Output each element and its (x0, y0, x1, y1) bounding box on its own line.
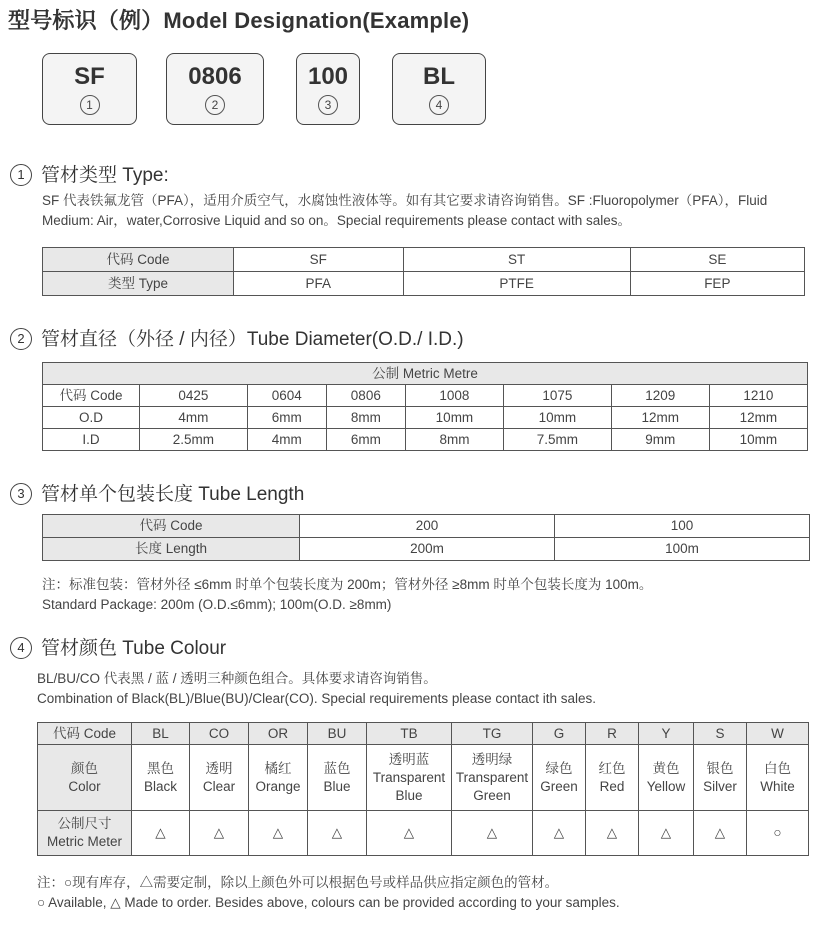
diameter-cell: 1075 (504, 385, 612, 407)
designation-code: BL (423, 63, 455, 90)
length-cell: 100 (555, 515, 810, 538)
diameter-cell: 12mm (709, 407, 807, 429)
type-table-cell: SF (234, 248, 404, 272)
diameter-cell: 4mm (247, 429, 326, 451)
availability-cell: △ (452, 811, 533, 856)
colour-note-cn: 注：○现有库存，△需要定制，除以上颜色外可以根据色号或样品供应指定颜色的管材。 (37, 875, 559, 890)
availability-cell: △ (190, 811, 249, 856)
colour-description-cn: BL/BU/CO 代表黑 / 蓝 / 透明三种颜色组合。具体要求请咨询销售。 (37, 671, 437, 686)
length-cell: 200 (300, 515, 555, 538)
type-table-cell: FEP (630, 272, 804, 296)
colour-code-label: 代码 Code (38, 723, 132, 745)
colour-name-en: Red (599, 778, 625, 794)
colour-code-cell: R (586, 723, 639, 745)
colour-name-cell (747, 745, 809, 811)
length-cell: 200m (300, 538, 555, 561)
availability-cell: ○ (747, 811, 809, 856)
colour-name-en-2: Green (473, 787, 511, 803)
designation-code: SF (74, 63, 105, 90)
length-note (42, 575, 652, 614)
type-description-cn: SF 代表铁氟龙管（PFA），适用介质空气，水腐蚀性液体等。如有其它要求请咨询销售。SF :Fluoropolymer（PFA），Fluid (42, 193, 768, 208)
colour-color-label-cn: 颜色 (71, 760, 98, 776)
colour-name-en: Yellow (646, 778, 686, 794)
designation-code: 100 (307, 63, 349, 90)
type-table (42, 247, 805, 296)
availability-cell: △ (132, 811, 190, 856)
section-title: 管材直径（外径 / 内径）Tube Diameter(O.D./ I.D.) (41, 329, 464, 350)
diameter-cell: 12mm (611, 407, 709, 429)
designation-box-diameter (166, 53, 264, 125)
availability-cell: △ (308, 811, 367, 856)
length-table (42, 514, 810, 561)
section-number: 3 (10, 483, 32, 505)
type-table-cell: PTFE (403, 272, 630, 296)
colour-code-cell: TB (367, 723, 452, 745)
colour-name-cell (452, 745, 533, 811)
availability-cell: △ (639, 811, 694, 856)
colour-name-cell (639, 745, 694, 811)
section-colour-heading (10, 633, 226, 660)
diameter-cell: 7.5mm (504, 429, 612, 451)
availability-cell: △ (533, 811, 586, 856)
diameter-cell: 6mm (326, 429, 405, 451)
designation-index: 2 (205, 95, 225, 115)
type-description-en: Medium: Air，water,Corrosive Liquid and so on。Special requirements please contact with sales。 (42, 212, 632, 228)
colour-name-cell (694, 745, 747, 811)
colour-code-cell: BL (132, 723, 190, 745)
designation-code: 0806 (188, 63, 242, 90)
colour-name-cell (367, 745, 452, 811)
colour-code-cell: G (533, 723, 586, 745)
page-title: 型号标识（例）Model Designation(Example) (8, 8, 470, 33)
availability-cell: △ (367, 811, 452, 856)
section-number: 4 (10, 637, 32, 659)
colour-name-en: White (760, 778, 795, 794)
length-note-en: Standard Package: 200m (O.D.≤6mm); 100m(O.D. ≥8mm) (42, 596, 392, 612)
colour-name-en-2: Blue (395, 787, 423, 803)
colour-name-en: Transparent (455, 769, 529, 785)
diameter-cell: 0806 (326, 385, 405, 407)
section-type-heading (10, 160, 169, 187)
designation-index: 1 (80, 95, 100, 115)
diameter-od-label: O.D (43, 407, 140, 429)
section-number: 1 (10, 164, 32, 186)
colour-code-cell: W (747, 723, 809, 745)
colour-name-en: Black (143, 778, 177, 794)
colour-name-cn: 绿色 (545, 760, 573, 776)
colour-name-cn: 透明蓝 (388, 751, 430, 767)
colour-name-cn: 银色 (706, 760, 734, 776)
length-note-cn: 注：标准包装：管材外径 ≤6mm 时单个包装长度为 200m；管材外径 ≥8mm 时单个包装长度为 100m。 (42, 577, 653, 592)
colour-code-cell: Y (639, 723, 694, 745)
colour-name-en: Clear (202, 778, 236, 794)
colour-color-label-en: Color (68, 778, 101, 794)
diameter-code-label: 代码 Code (43, 385, 140, 407)
diameter-cell: 8mm (326, 407, 405, 429)
diameter-cell: 6mm (247, 407, 326, 429)
section-title: 管材颜色 Tube Colour (41, 638, 227, 659)
colour-name-cn: 红色 (598, 760, 626, 776)
length-code-label: 代码 Code (43, 515, 300, 538)
type-table-code-label: 代码 Code (43, 248, 234, 272)
colour-name-cell (190, 745, 249, 811)
colour-code-cell: S (694, 723, 747, 745)
diameter-cell: 1209 (611, 385, 709, 407)
diameter-id-label: I.D (43, 429, 140, 451)
diameter-cell: 4mm (140, 407, 248, 429)
section-title: 管材类型 Type: (41, 165, 169, 186)
diameter-cell: 9mm (611, 429, 709, 451)
diameter-cell: 1210 (709, 385, 807, 407)
colour-name-cn: 透明绿 (471, 751, 513, 767)
designation-index: 3 (318, 95, 338, 115)
colour-name-cell (533, 745, 586, 811)
type-table-cell: PFA (234, 272, 404, 296)
colour-size-label (38, 811, 132, 856)
designation-box-type (42, 53, 137, 125)
colour-code-cell: TG (452, 723, 533, 745)
colour-name-cn: 蓝色 (323, 760, 351, 776)
colour-color-label (38, 745, 132, 811)
designation-box-colour (392, 53, 486, 125)
colour-table (37, 722, 809, 856)
colour-description (37, 669, 596, 708)
length-cell: 100m (555, 538, 810, 561)
diameter-cell: 10mm (405, 407, 503, 429)
designation-index: 4 (429, 95, 449, 115)
section-number: 2 (10, 328, 32, 350)
colour-name-cn: 白色 (764, 760, 791, 776)
diameter-cell: 2.5mm (140, 429, 248, 451)
colour-code-cell: OR (249, 723, 308, 745)
colour-code-cell: BU (308, 723, 367, 745)
section-length-heading (10, 479, 304, 506)
colour-name-en: Blue (323, 778, 351, 794)
colour-description-en: Combination of Black(BL)/Blue(BU)/Clear(CO). Special requirements please contact ith sales. (37, 690, 596, 706)
designation-box-length (296, 53, 360, 125)
colour-name-cell (132, 745, 190, 811)
availability-cell: △ (249, 811, 308, 856)
colour-name-cn: 透明 (205, 760, 233, 776)
diameter-table-group-header: 公制 Metric Metre (43, 363, 808, 385)
colour-name-cell (586, 745, 639, 811)
type-table-cell: ST (403, 248, 630, 272)
colour-name-en: Silver (703, 778, 737, 794)
section-diameter-heading (10, 324, 464, 351)
colour-name-cn: 橘红 (264, 760, 292, 776)
type-table-type-label: 类型 Type (43, 272, 234, 296)
diameter-cell: 8mm (405, 429, 503, 451)
colour-name-en: Orange (255, 778, 301, 794)
colour-name-cn: 黑色 (147, 760, 174, 776)
colour-name-cell (249, 745, 308, 811)
diameter-cell: 1008 (405, 385, 503, 407)
colour-note-en: ○ Available, △ Made to order. Besides above, colours can be provided according to your samples. (37, 894, 620, 910)
colour-size-label-cn: 公制尺寸 (57, 816, 112, 831)
availability-cell: △ (694, 811, 747, 856)
colour-name-cn: 黄色 (652, 760, 680, 776)
colour-code-cell: CO (190, 723, 249, 745)
colour-size-label-en: Metric Meter (46, 834, 122, 849)
colour-note (37, 873, 620, 912)
type-table-cell: SE (630, 248, 804, 272)
diameter-table (42, 362, 808, 451)
section-title: 管材单个包装长度 Tube Length (41, 484, 305, 505)
length-len-label: 长度 Length (43, 538, 300, 561)
diameter-cell: 0425 (140, 385, 248, 407)
colour-name-en: Green (540, 778, 578, 794)
diameter-cell: 10mm (504, 407, 612, 429)
colour-name-cell (308, 745, 367, 811)
availability-cell: △ (586, 811, 639, 856)
colour-name-en: Transparent (372, 769, 446, 785)
type-description (42, 191, 767, 230)
diameter-cell: 0604 (247, 385, 326, 407)
diameter-cell: 10mm (709, 429, 807, 451)
